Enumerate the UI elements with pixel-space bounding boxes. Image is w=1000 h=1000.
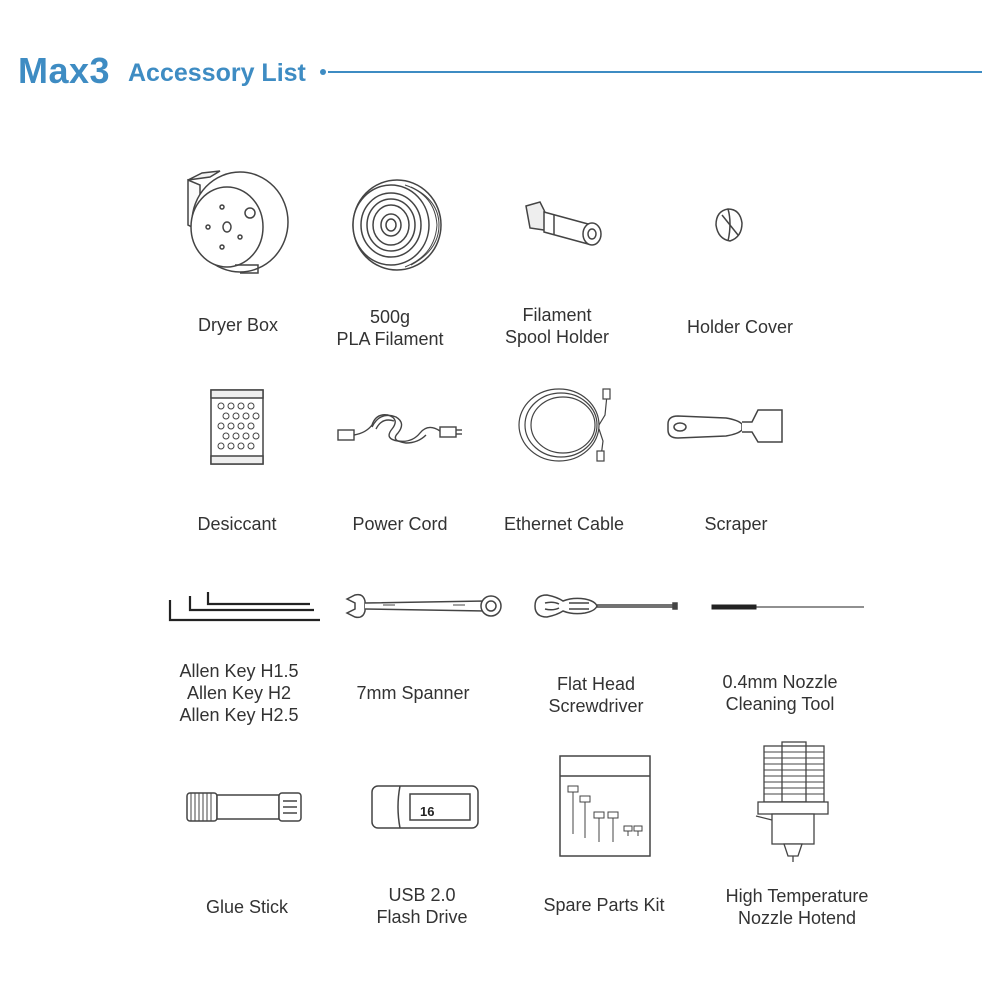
accessory-label: High Temperature Nozzle Hotend [725,886,869,928]
accessory-label: Power Cord [352,514,448,534]
accessory-label: 7mm Spanner [356,683,470,703]
page-header [18,50,984,100]
accessory-label: Flat Head Screwdriver [548,674,644,716]
ethernet-cable-icon [515,385,615,465]
title-dot [320,69,326,75]
accessory-label: Glue Stick [205,897,289,917]
accessory-label: Scraper [704,514,768,534]
accessory-label: 0.4mm Nozzle Cleaning Tool [722,672,838,714]
filament-spool-icon [345,175,445,275]
accessory-label: Spare Parts Kit [543,895,665,915]
accessory-label: USB 2.0 Flash Drive [376,885,468,927]
accessory-label: Allen Key H1.5 Allen Key H2 Allen Key H2.5 [179,661,299,725]
title-rule [328,71,982,73]
accessory-label: 500g PLA Filament [336,307,444,349]
cleaning-needle-icon [710,601,870,613]
holder-cover-icon [710,205,750,245]
hotend-icon [752,740,842,866]
power-cord-icon [336,405,466,455]
page-title: Max3 [18,50,111,91]
page-subtitle: Accessory List [128,59,306,87]
accessory-label: Dryer Box [197,315,278,335]
accessory-label: Desiccant [197,514,277,534]
accessory-label: Ethernet Cable [503,514,625,534]
screwdriver-icon [533,591,683,621]
spool-holder-icon [518,198,608,258]
spanner-icon [345,591,505,621]
usb-drive-capacity: 16 [420,804,435,819]
dryer-box-icon [180,165,300,275]
accessory-label: Holder Cover [686,317,794,337]
spare-parts-bag-icon [558,754,654,858]
accessory-label: Filament Spool Holder [504,305,610,347]
allen-key-icon [164,588,324,628]
desiccant-icon [209,388,265,468]
scraper-icon [666,408,786,448]
glue-stick-icon [185,789,305,825]
